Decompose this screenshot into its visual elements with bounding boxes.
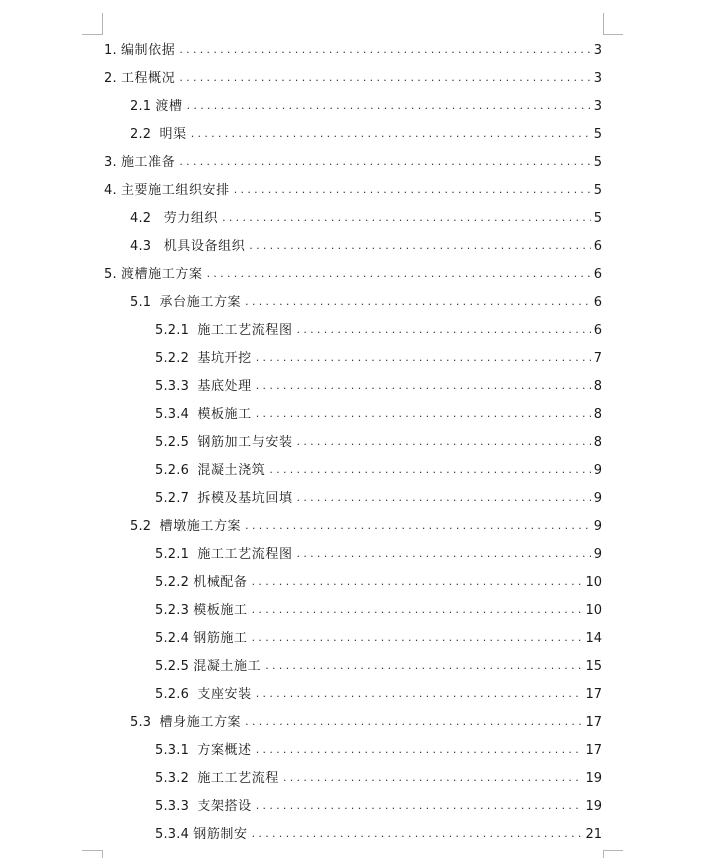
dot-leader: [252, 572, 583, 592]
dot-leader: [245, 292, 591, 312]
toc-entry-title: 编制依据: [120, 43, 176, 58]
toc-entry-page: 5: [593, 211, 602, 226]
toc-entry[interactable]: [155, 825, 602, 845]
dot-leader: [297, 544, 591, 564]
toc-entry-page: 17: [585, 743, 602, 758]
dot-leader: [245, 712, 582, 732]
toc-entry-number: 5.3.4: [155, 827, 190, 842]
toc-entry-title: 施工工艺流程: [197, 771, 279, 786]
toc-entry-number: 5.3.3: [155, 799, 190, 814]
dot-leader: [256, 740, 583, 760]
toc-entry-title: 支座安装: [197, 687, 252, 702]
toc-entry-number: 5.2.3: [155, 603, 190, 618]
crop-mark-bottom-left-h: [82, 850, 102, 851]
toc-entry-number: 5.: [104, 267, 117, 282]
toc-entry-page: 15: [585, 659, 602, 674]
toc-entry-number: 5.3: [130, 715, 152, 730]
toc-entry-page: 8: [593, 435, 602, 450]
toc-entry-title: 渡槽: [155, 99, 183, 114]
toc-entry-number: 1.: [104, 43, 117, 58]
toc-entry[interactable]: [155, 545, 602, 565]
toc-entry[interactable]: [155, 741, 602, 761]
toc-entry-number: 5.3.3: [155, 379, 190, 394]
toc-entry-number: 5.3.4: [155, 407, 190, 422]
dot-leader: [252, 600, 583, 620]
dot-leader: [283, 768, 583, 788]
toc-entry-number: 5.2.5: [155, 435, 190, 450]
toc-entry[interactable]: [130, 237, 602, 257]
toc-entry[interactable]: [155, 377, 602, 397]
toc-entry-page: 10: [585, 603, 602, 618]
toc-entry-page: 5: [593, 183, 602, 198]
toc-entry-page: 6: [593, 239, 602, 254]
dot-leader: [256, 376, 591, 396]
toc-entry-number: 5.2.2: [155, 351, 190, 366]
toc-entry-title: 劳力组织: [163, 211, 219, 226]
dot-leader: [179, 68, 590, 88]
toc-entry-number: 2.1: [130, 99, 152, 114]
toc-entry-number: 5.2.5: [155, 659, 190, 674]
toc-entry-number: 5.3.2: [155, 771, 190, 786]
toc-entry-number: 5.2: [130, 519, 152, 534]
toc-entry[interactable]: [155, 349, 602, 369]
toc-entry-title: 机械配备: [193, 575, 248, 590]
toc-entry-page: 9: [593, 491, 602, 506]
dot-leader: [297, 432, 591, 452]
dot-leader: [256, 684, 583, 704]
toc-entry-title: 钢筋加工与安装: [197, 435, 293, 450]
dot-leader: [249, 236, 590, 256]
toc-entry[interactable]: [155, 769, 602, 789]
dot-leader: [297, 320, 591, 340]
toc-entry-title: 钢筋制安: [193, 827, 248, 842]
toc-entry[interactable]: [130, 125, 602, 145]
toc-entry-page: 8: [593, 407, 602, 422]
toc-entry-number: 5.2.7: [155, 491, 190, 506]
toc-entry[interactable]: [104, 41, 602, 61]
toc-entry-number: 5.2.4: [155, 631, 190, 646]
toc-entry[interactable]: [130, 517, 602, 537]
toc-entry-page: 9: [593, 547, 602, 562]
toc-entry-title: 承台施工方案: [159, 295, 242, 310]
toc-entry-title: 机具设备组织: [163, 239, 246, 254]
toc-entry[interactable]: [155, 405, 602, 425]
toc-entry[interactable]: [130, 97, 602, 117]
toc-entry-title: 模板施工: [193, 603, 248, 618]
toc-entry[interactable]: [155, 685, 602, 705]
toc-entry[interactable]: [104, 69, 602, 89]
toc-entry-page: 5: [593, 155, 602, 170]
dot-leader: [256, 348, 591, 368]
toc-entry-page: 10: [585, 575, 602, 590]
crop-mark-top-left-v: [102, 13, 103, 35]
toc-entry-page: 3: [593, 99, 602, 114]
toc-entry[interactable]: [104, 265, 602, 285]
dot-leader: [256, 796, 583, 816]
toc-entry-page: 3: [593, 71, 602, 86]
toc-entry-title: 工程概况: [120, 71, 176, 86]
toc-entry-title: 混凝土浇筑: [197, 463, 266, 478]
dot-leader: [187, 96, 591, 116]
dot-leader: [234, 180, 591, 200]
toc-entry-number: 4.: [104, 183, 117, 198]
toc-entry-title: 槽身施工方案: [159, 715, 242, 730]
dot-leader: [179, 152, 590, 172]
toc-entry-page: 17: [585, 715, 602, 730]
toc-entry-number: 2.2: [130, 127, 152, 142]
toc-entry-page: 17: [585, 687, 602, 702]
toc-entry-page: 19: [585, 771, 602, 786]
toc-entry[interactable]: [130, 293, 602, 313]
toc-entry[interactable]: [155, 321, 602, 341]
toc-entry-page: 7: [593, 351, 602, 366]
toc-entry-page: 6: [593, 323, 602, 338]
toc-entry-title: 拆模及基坑回填: [197, 491, 293, 506]
toc-entry-number: 5.2.2: [155, 575, 190, 590]
crop-mark-top-left-h: [82, 34, 102, 35]
crop-mark-top-right-v: [603, 13, 604, 35]
toc-entry-title: 基底处理: [197, 379, 252, 394]
dot-leader: [252, 824, 583, 844]
dot-leader: [222, 208, 591, 228]
toc-entry-title: 明渠: [159, 127, 187, 142]
toc-entry-title: 钢筋施工: [193, 631, 248, 646]
toc-entry-page: 21: [585, 827, 602, 842]
dot-leader: [179, 40, 590, 60]
toc-entry-title: 支架搭设: [197, 799, 252, 814]
toc-entry[interactable]: [155, 629, 602, 649]
toc-entry[interactable]: [104, 181, 602, 201]
toc-entry-title: 施工工艺流程图: [197, 323, 293, 338]
dot-leader: [191, 124, 591, 144]
toc-entry-title: 施工准备: [120, 155, 176, 170]
toc-entry-title: 混凝土施工: [193, 659, 262, 674]
toc-entry-page: 6: [593, 295, 602, 310]
toc-entry-page: 6: [593, 267, 602, 282]
toc-entry[interactable]: [104, 153, 602, 173]
crop-mark-bottom-right-h: [603, 850, 623, 851]
toc-entry-page: 8: [593, 379, 602, 394]
toc-entry[interactable]: [130, 209, 602, 229]
dot-leader: [252, 628, 583, 648]
toc-entry-number: 5.2.6: [155, 463, 190, 478]
toc-entry-number: 2.: [104, 71, 117, 86]
toc-entry-number: 4.3: [130, 239, 152, 254]
toc-entry-title: 主要施工组织安排: [120, 183, 230, 198]
toc-entry-number: 5.2.6: [155, 687, 190, 702]
dot-leader: [256, 404, 591, 424]
toc-entry-number: 4.2: [130, 211, 152, 226]
toc-entry-page: 3: [593, 43, 602, 58]
toc-entry-page: 19: [585, 799, 602, 814]
toc-entry-page: 5: [593, 127, 602, 142]
toc-entry[interactable]: [155, 433, 602, 453]
toc-entry-title: 基坑开挖: [197, 351, 252, 366]
toc-entry[interactable]: [155, 797, 602, 817]
toc-entry-title: 模板施工: [197, 407, 252, 422]
toc-entry-page: 9: [593, 463, 602, 478]
dot-leader: [245, 516, 591, 536]
dot-leader: [265, 656, 582, 676]
toc-entry[interactable]: [130, 713, 602, 733]
toc-entry[interactable]: [155, 601, 602, 621]
toc-entry-title: 渡槽施工方案: [120, 267, 203, 282]
toc-entry-title: 方案概述: [197, 743, 252, 758]
crop-mark-top-right-h: [603, 34, 623, 35]
toc-entry-number: 3.: [104, 155, 117, 170]
toc-entry-number: 5.3.1: [155, 743, 190, 758]
toc-entry[interactable]: [155, 461, 602, 481]
toc-entry-title: 槽墩施工方案: [159, 519, 242, 534]
toc-entry-page: 14: [585, 631, 602, 646]
toc-entry[interactable]: [155, 657, 602, 677]
dot-leader: [207, 264, 591, 284]
toc-entry-number: 5.2.1: [155, 323, 190, 338]
dot-leader: [269, 460, 590, 480]
toc-entry-number: 5.1: [130, 295, 152, 310]
toc-entry-number: 5.2.1: [155, 547, 190, 562]
toc-entry[interactable]: [155, 489, 602, 509]
toc-entry[interactable]: [155, 573, 602, 593]
toc-entry-page: 9: [593, 519, 602, 534]
dot-leader: [297, 488, 591, 508]
toc-entry-title: 施工工艺流程图: [197, 547, 293, 562]
